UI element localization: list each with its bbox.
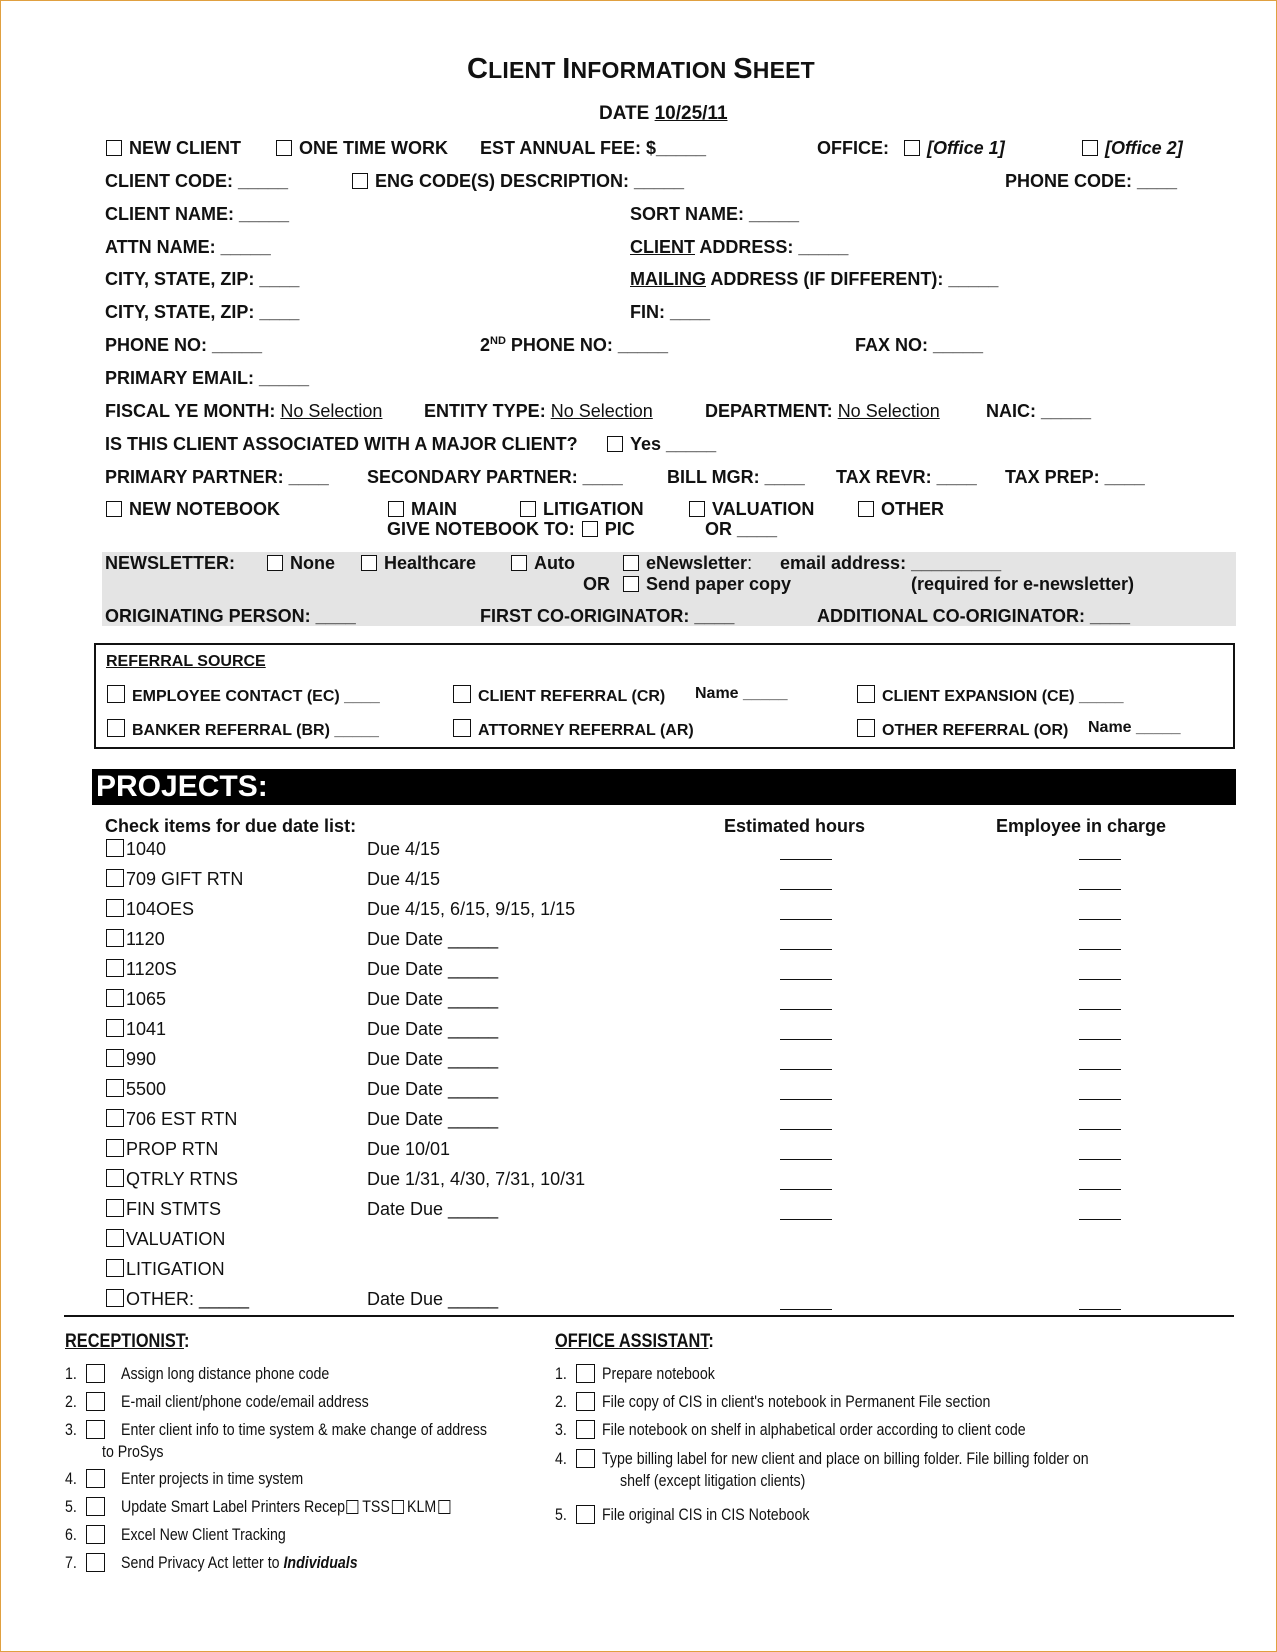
employee-in-charge-blank[interactable] [1079,919,1121,920]
project-checkbox[interactable] [106,839,124,857]
project-due[interactable]: Due 1/31, 4/30, 7/31, 10/31 [367,1169,586,1189]
project-name: PROP RTN [126,1139,219,1159]
project-item[interactable] [106,1289,249,1310]
office-assistant-checkbox[interactable] [576,1420,595,1439]
project-due[interactable]: Due 4/15 [367,869,441,889]
estimated-hours-blank[interactable] [780,1129,832,1130]
project-name: FIN STMTS [126,1199,221,1219]
referral-source-title: REFERRAL SOURCE [106,653,266,670]
client-expansion-checkbox[interactable] [857,685,875,703]
estimated-hours-blank[interactable] [780,919,832,920]
newsletter-paper-checkbox[interactable] [623,576,639,592]
project-name: LITIGATION [126,1259,225,1279]
project-checkbox[interactable] [106,1049,124,1067]
employee-in-charge-blank[interactable] [1079,1039,1121,1040]
office2-checkbox[interactable] [1082,140,1098,156]
checklist-number: 6. [65,1526,77,1544]
office-assistant-task: File copy of CIS in client's notebook in Permanent File section [602,1393,991,1411]
employee-in-charge-blank[interactable] [1079,949,1121,950]
office-label: OFFICE: [817,138,889,158]
checklist-number: 5. [555,1506,567,1524]
attorney-referral-option[interactable]: ATTORNEY REFERRAL (AR) [453,719,694,740]
receptionist-task: Send Privacy Act letter to Individuals [121,1554,358,1572]
estimated-hours-header: Estimated hours [724,816,866,836]
newsletter-or: OR [583,574,610,594]
estimated-hours-blank[interactable] [780,1159,832,1160]
major-client-question: IS THIS CLIENT ASSOCIATED WITH A MAJOR CLIENT? [105,434,578,454]
employee-in-charge-blank[interactable] [1079,1189,1121,1190]
client-address-field[interactable]: CLIENT ADDRESS: _____ [630,237,849,257]
project-name: 1120 [126,929,165,949]
newsletter-auto-checkbox[interactable] [511,555,527,571]
client-referral-name-field[interactable]: Name _____ [695,685,788,702]
originating-person-field[interactable]: ORIGINATING PERSON: ____ [105,606,356,626]
project-due[interactable]: Date Due _____ [367,1289,499,1309]
project-due[interactable]: Due Date _____ [367,1109,499,1129]
office-assistant-checkbox[interactable] [576,1505,595,1524]
project-item[interactable] [106,1169,238,1190]
office-assistant-checkbox[interactable] [576,1392,595,1411]
receptionist-checkbox[interactable] [86,1553,105,1572]
other-referral-checkbox[interactable] [857,719,875,737]
project-item[interactable] [106,1259,225,1280]
employee-in-charge-blank[interactable] [1079,1009,1121,1010]
receptionist-task: E-mail client/phone code/email address [121,1393,369,1411]
estimated-hours-blank[interactable] [780,1309,832,1310]
project-name: QTRLY RTNS [126,1169,239,1189]
date-value[interactable]: 10/25/11 [654,103,728,124]
project-name: 5500 [126,1079,167,1099]
other-checkbox[interactable] [858,501,874,517]
other-referral-name-field[interactable]: Name _____ [1088,719,1181,736]
project-name: 1065 [126,989,167,1009]
give-notebook-to: GIVE NOTEBOOK TO: PIC [387,519,635,539]
project-checkbox[interactable] [106,1139,124,1157]
checklist-number: 2. [555,1393,567,1411]
one-time-work-option[interactable]: ONE TIME WORK [276,138,448,159]
newsletter-paper-option[interactable]: Send paper copy [623,574,791,595]
new-client-checkbox[interactable] [106,140,122,156]
office2-option[interactable]: [Office 2] [1082,138,1183,159]
project-item[interactable] [106,1019,166,1040]
newsletter-none-option[interactable]: None [267,553,335,574]
office-assistant-title: OFFICE ASSISTANT: [555,1331,714,1352]
checklist-number: 4. [65,1470,77,1488]
bill-mgr-field[interactable]: BILL MGR: ____ [667,467,805,487]
newsletter-auto-option[interactable]: Auto [511,553,575,574]
new-notebook-option[interactable]: NEW NOTEBOOK [106,499,280,520]
banker-referral-option[interactable]: BANKER REFERRAL (BR) _____ [107,719,379,740]
estimated-hours-blank[interactable] [780,1189,832,1190]
banker-referral-checkbox[interactable] [107,719,125,737]
project-checkbox[interactable] [106,899,124,917]
project-due[interactable]: Due Date _____ [367,1019,499,1039]
project-item[interactable] [106,1049,156,1070]
other-option[interactable]: OTHER [858,499,944,520]
project-due[interactable]: Due Date _____ [367,1049,499,1069]
project-item[interactable] [106,899,194,920]
project-checkbox[interactable] [106,1199,124,1217]
checklist-number: 4. [555,1450,567,1468]
newsletter-label: NEWSLETTER: [105,553,235,573]
project-item[interactable] [106,959,177,980]
eng-code-checkbox[interactable] [352,173,368,189]
project-name: 706 EST RTN [126,1109,238,1129]
project-item[interactable] [106,1109,237,1130]
additional-co-originator-field[interactable]: ADDITIONAL CO-ORIGINATOR: ____ [817,606,1131,626]
employee-in-charge-blank[interactable] [1079,979,1121,980]
one-time-work-checkbox[interactable] [276,140,292,156]
checklist-number: 1. [65,1365,77,1383]
project-checkbox[interactable] [106,989,124,1007]
employee-contact-option[interactable]: EMPLOYEE CONTACT (EC) ____ [107,685,380,706]
newsletter-healthcare-option[interactable]: Healthcare [361,553,476,574]
est-annual-fee[interactable]: EST ANNUAL FEE: $_____ [480,138,707,158]
checklist-number: 3. [65,1421,77,1439]
project-name: OTHER: _____ [126,1289,250,1309]
mailing-address-field[interactable]: MAILING ADDRESS (IF DIFFERENT): _____ [630,269,999,289]
newsletter-none-checkbox[interactable] [267,555,283,571]
office1-checkbox[interactable] [904,140,920,156]
receptionist-item3-continued: to ProSys [102,1443,164,1461]
major-client-yes-checkbox[interactable] [607,436,623,452]
estimated-hours-blank[interactable] [780,979,832,980]
employee-contact-checkbox[interactable] [107,685,125,703]
employee-in-charge-blank[interactable] [1079,1129,1121,1130]
major-client-yes-option[interactable]: Yes _____ [607,434,716,455]
project-name: 709 GIFT RTN [126,869,244,889]
tax-revr-field[interactable]: TAX REVR: ____ [836,467,977,487]
department[interactable]: DEPARTMENT: No Selection [705,401,940,421]
project-name: 104OES [126,899,195,919]
litigation-checkbox[interactable] [520,501,536,517]
valuation-option[interactable]: VALUATION [689,499,814,520]
phone-no-field[interactable]: PHONE NO: _____ [105,335,263,355]
project-checkbox[interactable] [106,869,124,887]
page-title: CLIENT INFORMATION SHEET [467,53,815,85]
printer-recep-checkbox[interactable] [347,1500,359,1514]
employee-in-charge-blank[interactable] [1079,1309,1121,1310]
office-assistant-checkbox[interactable] [576,1364,595,1383]
give-notebook-or-field[interactable]: OR ____ [705,519,778,539]
other-referral-option[interactable]: OTHER REFERRAL (OR) [857,719,1068,740]
employee-in-charge-blank[interactable] [1079,859,1121,860]
office-assistant-item4-continued: shelf (except litigation clients) [620,1472,806,1490]
project-checkbox[interactable] [106,1079,124,1097]
printer-tss-checkbox[interactable] [392,1500,404,1514]
fin-field[interactable]: FIN: ____ [630,302,711,322]
office-assistant-task: Type billing label for new client and place on billing folder. File billing folder on [602,1450,1089,1468]
project-name: 1120S [126,959,177,979]
project-name: VALUATION [126,1229,226,1249]
date-line: DATE 10/25/11 [599,103,728,124]
project-name: 1040 [126,839,167,859]
attn-name-field[interactable]: ATTN NAME: _____ [105,237,271,257]
estimated-hours-blank[interactable] [780,1219,832,1220]
project-due[interactable]: Due 4/15, 6/15, 9/15, 1/15 [367,899,576,919]
receptionist-task: Enter projects in time system [121,1470,304,1488]
receptionist-checkbox[interactable] [86,1525,105,1544]
newsletter-enews-checkbox[interactable] [623,555,639,571]
attorney-referral-checkbox[interactable] [453,719,471,737]
project-checkbox[interactable] [106,1109,124,1127]
eng-code-option[interactable]: ENG CODE(S) DESCRIPTION: _____ [352,171,684,192]
project-checkbox[interactable] [106,1019,124,1037]
receptionist-task: Update Smart Label Printers Recep TSS KLM [121,1498,453,1517]
fiscal-ye-select[interactable]: No Selection [280,401,383,421]
new-client-option[interactable]: NEW CLIENT [106,138,241,159]
fax-no-field[interactable]: FAX NO: _____ [855,335,984,355]
project-due[interactable]: Due Date _____ [367,959,499,979]
pic-checkbox[interactable] [582,521,598,537]
printer-klm-checkbox[interactable] [438,1500,450,1514]
project-item[interactable] [106,1079,166,1100]
project-checkbox[interactable] [106,959,124,977]
office-assistant-task: File original CIS in CIS Notebook [602,1506,810,1524]
project-checkbox[interactable] [106,1289,124,1307]
receptionist-task: Assign long distance phone code [121,1365,330,1383]
naic-field[interactable]: NAIC: _____ [986,401,1092,421]
employee-in-charge-blank[interactable] [1079,1069,1121,1070]
project-item[interactable] [106,989,166,1010]
receptionist-task: Enter client info to time system & make change of address [121,1421,487,1439]
newsletter-email-field[interactable]: email address: _________ [780,553,1002,573]
newsletter-enews-option[interactable]: eNewsletter: [623,553,752,574]
primary-email-field[interactable]: PRIMARY EMAIL: _____ [105,368,310,388]
receptionist-checkbox[interactable] [86,1469,105,1488]
receptionist-checkbox[interactable] [86,1497,105,1516]
checklist-number: 2. [65,1393,77,1411]
sort-name-field[interactable]: SORT NAME: _____ [630,204,800,224]
employee-in-charge-blank[interactable] [1079,1159,1121,1160]
second-phone-no-field[interactable]: 2ND PHONE NO: _____ [480,335,668,355]
client-code-field[interactable]: CLIENT CODE: _____ [105,171,289,191]
receptionist-checkbox[interactable] [86,1392,105,1411]
check-items-label: Check items for due date list: [105,816,357,836]
employee-in-charge-header: Employee in charge [996,816,1167,836]
project-due[interactable]: Due 10/01 [367,1139,451,1159]
estimated-hours-blank[interactable] [780,1069,832,1070]
newsletter-required-note: (required for e-newsletter) [911,574,1135,594]
project-item[interactable] [106,929,165,950]
project-due[interactable]: Due Date _____ [367,1079,499,1099]
estimated-hours-blank[interactable] [780,859,832,860]
receptionist-title: RECEPTIONIST: [65,1331,190,1352]
project-item[interactable] [106,839,166,860]
project-item[interactable] [106,869,243,890]
checklist-number: 5. [65,1498,77,1516]
employee-in-charge-blank[interactable] [1079,1099,1121,1100]
project-due[interactable]: Due Date _____ [367,989,499,1009]
client-name-field[interactable]: CLIENT NAME: _____ [105,204,290,224]
estimated-hours-blank[interactable] [780,949,832,950]
city-state-zip-field-2[interactable]: CITY, STATE, ZIP: ____ [105,302,300,322]
individuals-emphasis: Individuals [283,1554,358,1572]
project-name: 990 [126,1049,157,1069]
city-state-zip-field[interactable]: CITY, STATE, ZIP: ____ [105,269,300,289]
client-referral-option[interactable]: CLIENT REFERRAL (CR) [453,685,665,706]
project-item[interactable] [106,1229,225,1250]
fiscal-ye-month[interactable]: FISCAL YE MONTH: No Selection [105,401,383,421]
checklist-number: 1. [555,1365,567,1383]
office-assistant-task: Prepare notebook [602,1365,715,1383]
main-checkbox[interactable] [388,501,404,517]
project-due[interactable]: Date Due _____ [367,1199,499,1219]
project-item[interactable] [106,1199,221,1220]
project-item[interactable] [106,1139,218,1160]
project-checkbox[interactable] [106,1229,124,1247]
office-assistant-checkbox[interactable] [576,1449,595,1468]
main-option[interactable]: MAIN [388,499,457,520]
secondary-partner-field[interactable]: SECONDARY PARTNER: ____ [367,467,623,487]
estimated-hours-blank[interactable] [780,1039,832,1040]
office-assistant-task: File notebook on shelf in alphabetical order according to client code [602,1421,1026,1439]
newsletter-healthcare-checkbox[interactable] [361,555,377,571]
project-due[interactable]: Due 4/15 [367,839,441,859]
checklist-number: 7. [65,1554,77,1572]
valuation-checkbox[interactable] [689,501,705,517]
project-checkbox[interactable] [106,929,124,947]
employee-in-charge-blank[interactable] [1079,889,1121,890]
entity-type[interactable]: ENTITY TYPE: No Selection [424,401,653,421]
tax-prep-field[interactable]: TAX PREP: ____ [1005,467,1145,487]
client-referral-checkbox[interactable] [453,685,471,703]
project-name: 1041 [126,1019,167,1039]
client-expansion-option[interactable]: CLIENT EXPANSION (CE) _____ [857,685,1124,706]
department-select[interactable]: No Selection [837,401,940,421]
phone-code-field[interactable]: PHONE CODE: ____ [1005,171,1178,191]
primary-partner-field[interactable]: PRIMARY PARTNER: ____ [105,467,329,487]
receptionist-checkbox[interactable] [86,1420,105,1439]
litigation-option[interactable]: LITIGATION [520,499,644,520]
project-due[interactable]: Due Date _____ [367,929,499,949]
project-checkbox[interactable] [106,1259,124,1277]
receptionist-checkbox[interactable] [86,1364,105,1383]
projects-header: PROJECTS: [92,769,1236,805]
estimated-hours-blank[interactable] [780,889,832,890]
estimated-hours-blank[interactable] [780,1099,832,1100]
estimated-hours-blank[interactable] [780,1009,832,1010]
entity-type-select[interactable]: No Selection [550,401,653,421]
section-divider [64,1315,1234,1317]
new-notebook-checkbox[interactable] [106,501,122,517]
employee-in-charge-blank[interactable] [1079,1219,1121,1220]
first-co-originator-field[interactable]: FIRST CO-ORIGINATOR: ____ [480,606,735,626]
project-checkbox[interactable] [106,1169,124,1187]
receptionist-task: Excel New Client Tracking [121,1526,286,1544]
office1-option[interactable]: [Office 1] [904,138,1005,159]
checklist-number: 3. [555,1421,567,1439]
